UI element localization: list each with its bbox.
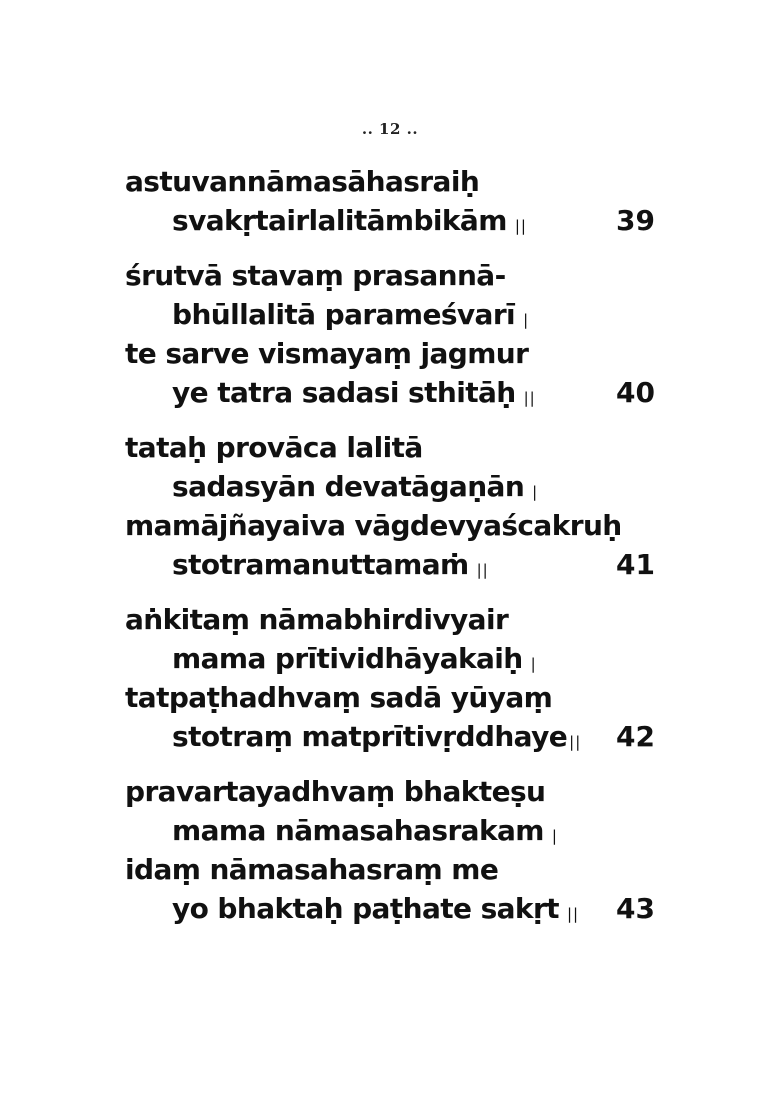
- verse-line: [125, 600, 655, 639]
- verse-line-text: tataḥ provāca lalitā: [125, 431, 423, 464]
- double-danda-mark: ||: [569, 733, 582, 751]
- danda-mark: |: [551, 827, 558, 845]
- verse-line: [125, 428, 655, 467]
- verse-line-text: te sarve vismayaṃ jagmur: [125, 337, 529, 370]
- verse-line-text: tatpaṭhadhvaṃ sadā yūyaṃ: [125, 681, 553, 714]
- verse-line-text: mamājñayaiva vāgdevyaścakruḥ: [125, 509, 622, 542]
- verse-line: [125, 772, 655, 811]
- verse-line: [125, 334, 655, 373]
- verse-line: [125, 811, 655, 850]
- verse-line-text: svakṛtairlalitāmbikām: [172, 204, 507, 237]
- stanza-42: [125, 600, 655, 756]
- verse-line-text: astuvannāmasāhasraiḥ: [125, 165, 480, 198]
- verse-line: [125, 678, 655, 717]
- danda-mark: |: [532, 483, 539, 501]
- verse-line: [125, 889, 655, 928]
- verse-line: [125, 545, 655, 584]
- verse-line-text: ye tatra sadasi sthitāḥ: [172, 376, 516, 409]
- verse-line-text: sadasyān devatāgaṇān: [172, 470, 525, 503]
- verse-line: [125, 162, 655, 201]
- danda-mark: |: [523, 311, 530, 329]
- double-danda-mark: ||: [476, 561, 489, 579]
- verse-line-text: śrutvā stavaṃ prasannā-: [125, 259, 506, 292]
- verse-line: [125, 201, 655, 240]
- stanza-43: [125, 772, 655, 928]
- verse-line: [125, 717, 655, 756]
- verse-line-text: mama prītividhāyakaiḥ: [172, 642, 523, 675]
- verse-number: 43: [616, 892, 655, 925]
- double-danda-mark: ||: [523, 389, 536, 407]
- verse-line: [125, 467, 655, 506]
- verse-number: 39: [616, 204, 655, 237]
- verse-line: [125, 639, 655, 678]
- verse-number: 42: [616, 720, 655, 753]
- verse-number: 41: [616, 548, 655, 581]
- verse-line-text: yo bhaktaḥ paṭhate sakṛt: [172, 892, 559, 925]
- stanza-40: [125, 256, 655, 412]
- page-number: .. 12 ..: [361, 120, 419, 138]
- verse-line-text: bhūllalitā parameśvarī: [172, 298, 516, 331]
- verse-line-text: stotramanuttamaṁ: [172, 548, 469, 581]
- verse-line-text: aṅkitaṃ nāmabhirdivyair: [125, 603, 509, 636]
- verse-line-text: idaṃ nāmasahasraṃ me: [125, 853, 499, 886]
- verse-line: [125, 295, 655, 334]
- stanza-39: [125, 162, 655, 240]
- verse-line-text: stotraṃ matprītivṛddhaye: [172, 720, 568, 753]
- verse-line-text: pravartayadhvaṃ bhakteṣu: [125, 775, 546, 808]
- verse-line: [125, 850, 655, 889]
- verse-line-text: mama nāmasahasrakam: [172, 814, 544, 847]
- verse-block: [125, 162, 655, 944]
- verse-line: [125, 373, 655, 412]
- verse-line: [125, 256, 655, 295]
- verse-line: [125, 506, 655, 545]
- verse-number: 40: [616, 376, 655, 409]
- double-danda-mark: ||: [514, 217, 527, 235]
- double-danda-mark: ||: [566, 905, 580, 923]
- stanza-41: [125, 428, 655, 584]
- danda-mark: |: [530, 655, 537, 673]
